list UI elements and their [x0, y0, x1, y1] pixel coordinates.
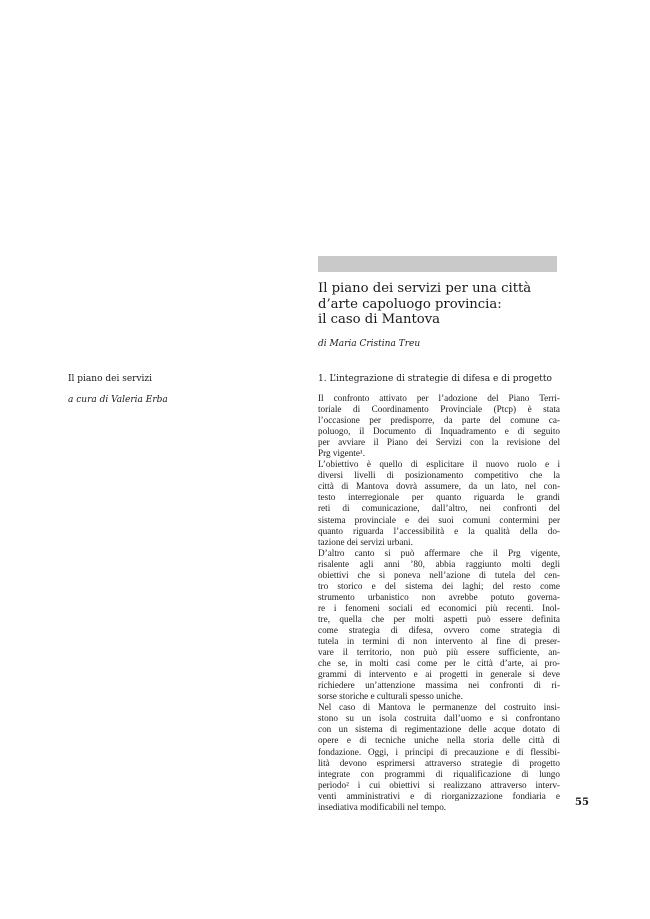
body-text-line: opere e di tecniche uniche nella storia delle città di: [318, 735, 560, 746]
body-text-line: diversi livelli di posizionamento competitivo che la: [318, 470, 560, 481]
body-text-line: quanto riguarda l’accessibilità e la qualità della do-: [318, 525, 560, 536]
body-text-line: per avviare il Piano dei Servizi con la revisione del: [318, 437, 560, 448]
body-text-line: città di Mantova dovrà assumere, da un lato, nel con-: [318, 481, 560, 492]
body-text-line: re i fenomeni sociali ed economici più recenti. Inol-: [318, 602, 560, 613]
body-text-line: lità devono esprimersi attraverso strategie di progetto: [318, 757, 560, 768]
body-text-line: L’obiettivo è quello di esplicitare il nuovo ruolo e i: [318, 459, 560, 470]
section-heading: 1. L’integrazione di strategie di difesa e di progetto: [318, 374, 552, 384]
article-title-line: il caso di Mantova: [318, 312, 441, 327]
body-text-line: richiedere un’attenzione massima nei confronti di ri-: [318, 680, 560, 691]
article-body: [318, 393, 560, 813]
article-author: di Maria Cristina Treu: [318, 339, 421, 349]
body-text-line: che se, in molti casi come per le città d’arte, ai pro-: [318, 658, 560, 669]
article-title-line: Il piano dei servizi per una città: [318, 281, 532, 296]
body-text-line: integrate con programmi di riqualificazione di lungo: [318, 768, 560, 779]
page-number: 55: [575, 797, 589, 808]
body-text-line: vare il territorio, non può più essere sufficiente, an-: [318, 647, 560, 658]
body-text-line: tre, quella che per molti aspetti può essere definita: [318, 613, 560, 624]
body-text-line: tazione dei servizi urbani.: [318, 536, 413, 547]
body-text-line: obiettivi che si poneva nell’azione di tutela del cen-: [318, 569, 560, 580]
body-text-line: tutela in termini di non intervento al fine di preser-: [318, 636, 560, 647]
sidebar-editor-credit: a cura di Valeria Erba: [68, 395, 168, 405]
body-text-line: fondazione. Oggi, i principi di precauzione e di flessibi-: [318, 746, 560, 757]
body-text-line: grammi di intervento e ai progetti in generale si deve: [318, 669, 560, 680]
body-text-line: Il confronto attivato per l’adozione del Piano Terri-: [318, 393, 560, 403]
body-text-line: testo interregionale per quanto riguarda le grandi: [318, 492, 560, 503]
body-text-line: D’altro canto si può affermare che il Prg vigente,: [318, 547, 560, 558]
body-text-line: stono su un isola costruita dall’uomo e si confrontano: [318, 713, 560, 724]
article-title: [318, 281, 568, 328]
article-title-line: d’arte capoluogo provincia:: [318, 296, 502, 312]
body-text-line: Prg vigente¹.: [318, 448, 365, 459]
body-text-line: periodo² i cui obiettivi si realizzano attraverso interv-: [318, 779, 560, 790]
body-text-line: risalente agli anni ’80, abbia raggiunto molti degli: [318, 558, 560, 569]
body-text-line: sorse storiche e culturali spesso uniche.: [318, 691, 463, 702]
body-text-line: come strategia di difesa, ovvero come strategia di: [318, 624, 560, 635]
body-text-line: toriale di Coordinamento Provinciale (Ptcp) è stata: [318, 404, 560, 415]
body-text-line: tro storico e del sistema dei laghi; del resto come: [318, 580, 560, 591]
body-text-line: venti amministrativi e di riorganizzazione fondiaria e: [318, 790, 560, 801]
body-text-line: l’occasione per predisporre, da parte del comune ca-: [318, 415, 560, 426]
sidebar-section-title: Il piano dei servizi: [68, 374, 153, 384]
body-text-line: sistema provinciale e dei suoi comuni contermini per: [318, 514, 560, 525]
body-text-line: reti di comunicazione, dall’altro, nei confronti del: [318, 503, 560, 514]
body-text-line: strumento urbanistico non avrebbe potuto governa-: [318, 591, 560, 602]
body-text-line: insediativa modificabili nel tempo.: [318, 801, 447, 812]
title-bar-decoration: [318, 256, 557, 272]
body-text-line: Nel caso di Mantova le permanenze del costruito insi-: [318, 702, 560, 713]
body-text-line: poluogo, il Documento di Inquadramento e di seguito: [318, 426, 560, 437]
body-text-line: con un sistema di regimentazione delle acque dotato di: [318, 724, 560, 735]
